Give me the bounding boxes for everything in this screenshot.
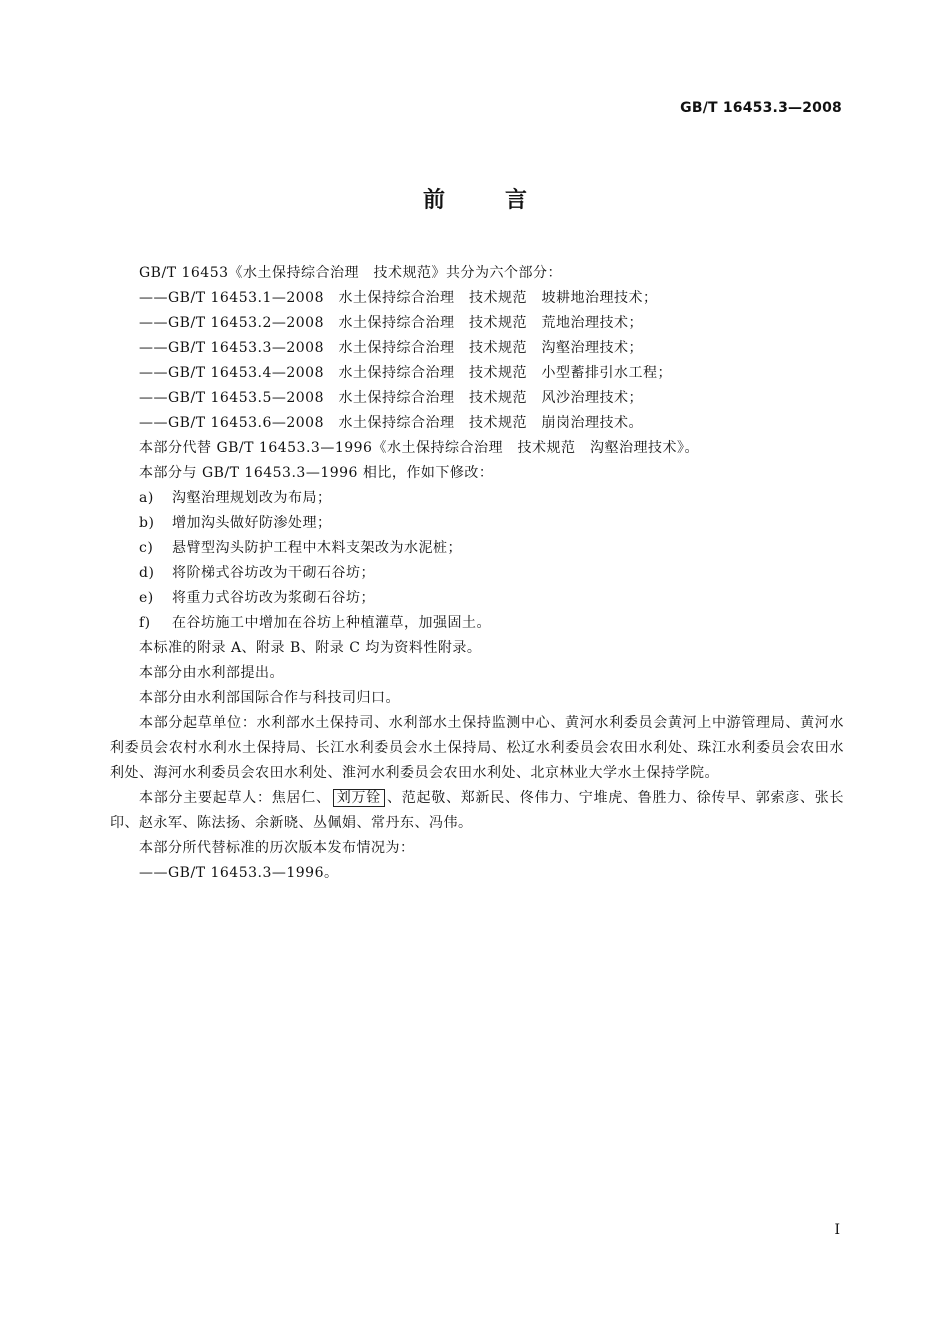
part-item: ——GB/T 16453.5—2008 水土保持综合治理 技术规范 风沙治理技术；: [139, 390, 643, 406]
page-title: 前言: [422, 188, 587, 213]
change-item: [110, 511, 844, 536]
standard-code: GB/T 16453.3—2008: [680, 100, 842, 116]
replaces-statement: 本部分代替 GB/T 16453.3—1996《水土保持综合治理 技术规范 沟壑治理技术》。: [139, 440, 699, 456]
change-item: [110, 561, 844, 586]
change-text: 悬臂型沟头防护工程中木料支架改为水泥桩；: [172, 540, 462, 556]
part-item: ——GB/T 16453.1—2008 水土保持综合治理 技术规范 坡耕地治理技术；: [139, 290, 658, 306]
change-item: [110, 586, 844, 611]
change-label: a): [139, 490, 154, 506]
part-item: ——GB/T 16453.6—2008 水土保持综合治理 技术规范 崩岗治理技术。: [139, 415, 643, 431]
change-label: f): [139, 615, 151, 631]
change-item: [110, 611, 844, 636]
proposed-by: 本部分由水利部提出。: [139, 665, 284, 681]
change-text: 沟壑治理规划改为布局；: [172, 490, 332, 506]
part-item: ——GB/T 16453.3—2008 水土保持综合治理 技术规范 沟壑治理技术；: [139, 340, 643, 356]
change-label: b): [139, 515, 155, 531]
page-number: I: [834, 1222, 840, 1238]
change-item: [110, 536, 844, 561]
change-text: 将重力式谷坊改为浆砌石谷坊；: [172, 590, 375, 606]
document-body: [110, 261, 844, 886]
history-intro: 本部分所代替标准的历次版本发布情况为：: [139, 840, 415, 856]
change-text: 在谷坊施工中增加在谷坊上种植灌草，加强固土。: [172, 615, 491, 631]
drafters-rest: 、范起敬、郑新民、佟伟力、宁堆虎、鲁胜力、徐传早、郭索彦、张长印、赵永军、陈法扬、余新晓、丛佩娟、常丹东、冯伟。: [110, 790, 844, 831]
change-label: c): [139, 540, 154, 556]
drafting-units: 本部分起草单位：水利部水土保持司、水利部水土保持监测中心、黄河水利委员会黄河上中游管理局、黄河水利委员会农村水利水土保持局、长江水利委员会水土保持局、松辽水利委员会农田水利处、珠江水利委员会农田水利处、海河水利委员会农田水利处、淮河水利委员会农田水利处、北京林业大学水土保持学院。: [110, 715, 844, 781]
drafters: [110, 786, 844, 836]
change-item: [110, 486, 844, 511]
part-item: ——GB/T 16453.4—2008 水土保持综合治理 技术规范 小型蓄排引水工程；: [139, 365, 672, 381]
appendix-note: 本标准的附录 A、附录 B、附录 C 均为资料性附录。: [139, 640, 482, 656]
change-text: 将阶梯式谷坊改为干砌石谷坊；: [172, 565, 375, 581]
change-label: e): [139, 590, 154, 606]
drafters-lead: 本部分主要起草人：焦居仁、: [139, 790, 331, 806]
part-item: ——GB/T 16453.2—2008 水土保持综合治理 技术规范 荒地治理技术；: [139, 315, 643, 331]
changes-intro: 本部分与 GB/T 16453.3—1996 相比，作如下修改：: [139, 465, 494, 481]
managed-by: 本部分由水利部国际合作与科技司归口。: [139, 690, 400, 706]
parts-intro: GB/T 16453《水土保持综合治理 技术规范》共分为六个部分：: [139, 265, 563, 281]
highlighted-name: 刘万铨: [333, 789, 385, 807]
change-label: d): [139, 565, 155, 581]
history-item: ——GB/T 16453.3—1996。: [139, 865, 339, 881]
change-text: 增加沟头做好防渗处理；: [172, 515, 332, 531]
